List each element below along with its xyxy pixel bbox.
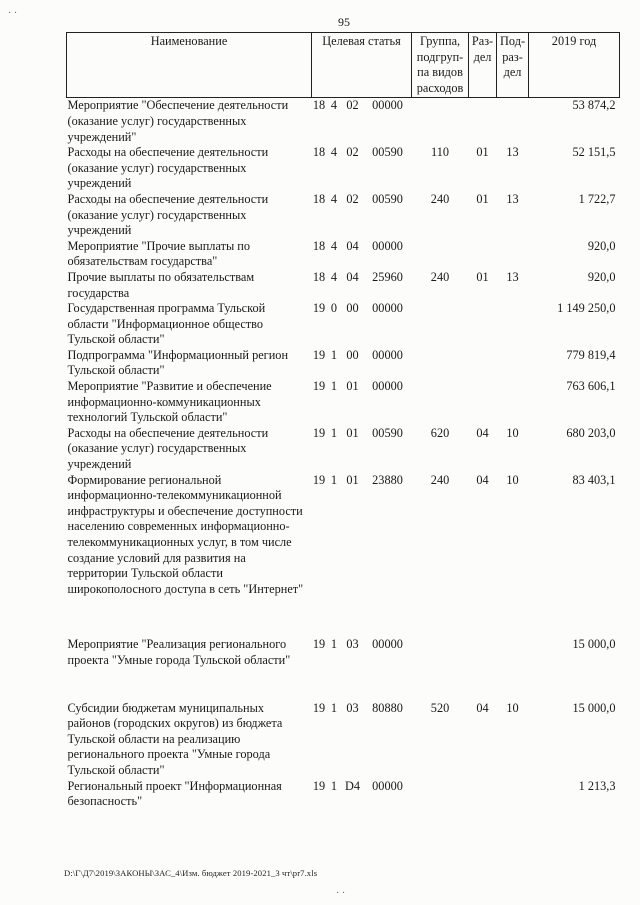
row-main-event-code: 04	[346, 238, 359, 253]
row-name: Мероприятие "Обеспечение деятельности (оказание услуг) государственных учреждений"	[67, 98, 289, 144]
table-row	[67, 637, 620, 668]
row-subsection	[497, 239, 529, 270]
row-subsection	[497, 637, 529, 668]
row-main-event-code: 03	[346, 637, 359, 652]
row-main-event-code: 04	[346, 269, 359, 284]
row-subsection: 13	[506, 191, 519, 206]
row-direction-code: 00000	[372, 238, 403, 253]
row-amount-2019: 920,0	[587, 238, 616, 253]
row-name: Прочие выплаты по обязательствам государства	[67, 269, 255, 300]
row-amount-2019: 15 000,0	[572, 637, 616, 652]
row-subprogram-code: 4	[330, 238, 338, 253]
row-amount-2019: 680 203,0	[566, 425, 616, 440]
footer-file-path: D:\Г\Д7\2019\ЗАКОНЫ\ЗАС_4\Изм. бюджет 2019-2021_3 чт\pr7.xls	[64, 868, 318, 878]
row-program-code: 19	[312, 472, 326, 487]
row-program-code: 18	[312, 145, 326, 160]
row-expense-group: 240	[430, 269, 450, 284]
row-direction-code: 00000	[372, 301, 403, 316]
header-section: Раз-дел	[469, 33, 497, 98]
row-subprogram-code: 4	[330, 191, 338, 206]
table-row	[67, 379, 620, 426]
row-section	[469, 637, 497, 668]
header-group: Группа, подгруп-па видов расходов	[412, 33, 469, 98]
row-name: Государственная программа Тульской области "Информационное общество Тульской области"	[67, 301, 266, 347]
row-program-code: 19	[312, 700, 326, 715]
row-subsection	[497, 98, 529, 145]
row-main-event-code: 01	[346, 379, 359, 394]
row-program-code: 19	[312, 347, 326, 362]
header-year: 2019 год	[529, 33, 620, 98]
table-row	[67, 701, 620, 779]
row-section: 04	[476, 700, 489, 715]
budget-table	[66, 32, 620, 810]
row-program-code: 18	[312, 191, 326, 206]
row-direction-code: 80880	[372, 700, 403, 715]
table-row	[67, 301, 620, 348]
row-name: Субсидии бюджетам муниципальных районов (городских округов) из бюджета Тульской области на реализацию регионального проекта "Умные города Тульской области"	[67, 700, 283, 777]
row-name: Подпрограмма "Информационный регион Тульской области"	[67, 347, 289, 378]
row-main-event-code: 03	[346, 700, 359, 715]
row-expense-group	[412, 348, 469, 379]
row-expense-group	[412, 301, 469, 348]
table-row	[67, 239, 620, 270]
row-expense-group: 240	[430, 191, 450, 206]
row-expense-group: 240	[430, 472, 450, 487]
header-target-article: Целевая статья	[312, 33, 412, 98]
row-expense-group: 520	[430, 700, 450, 715]
row-main-event-code: 02	[346, 191, 359, 206]
row-expense-group: 620	[430, 425, 450, 440]
row-direction-code: 00000	[372, 379, 403, 394]
row-section: 04	[476, 472, 489, 487]
row-name: Мероприятие "Реализация регионального проекта "Умные города Тульской области"	[67, 637, 291, 667]
row-section: 01	[476, 191, 489, 206]
row-program-code: 18	[312, 238, 326, 253]
table-row	[67, 98, 620, 145]
row-program-code: 19	[312, 778, 326, 793]
row-direction-code: 00590	[372, 191, 403, 206]
row-expense-group	[412, 637, 469, 668]
row-name: Расходы на обеспечение деятельности (оказание услуг) государственных учреждений	[67, 425, 269, 472]
row-subprogram-code: 1	[330, 700, 338, 715]
row-name: Расходы на обеспечение деятельности (оказание услуг) государственных учреждений	[67, 145, 269, 191]
row-subsection	[497, 379, 529, 426]
row-subsection: 10	[506, 472, 519, 487]
row-program-code: 19	[312, 637, 326, 652]
row-amount-2019: 15 000,0	[572, 700, 616, 715]
row-program-code: 18	[312, 269, 326, 284]
row-spacer	[67, 597, 620, 637]
row-name: Формирование региональной информационно-телекоммуникационной инфраструктуры и обеспечение доступности населению современных информационно-телекоммуникационных услуг, в том числе создание условий для развития на территории Тульской области широкополосного доступа в сеть "Интернет"	[67, 472, 304, 596]
row-subprogram-code: 1	[330, 637, 338, 652]
row-expense-group	[412, 98, 469, 145]
row-subprogram-code: 1	[330, 425, 338, 440]
spacer-cell	[67, 597, 620, 637]
row-program-code: 19	[312, 425, 326, 440]
row-name: Мероприятие "Развитие и обеспечение информационно-коммуникационных технологий Тульской области"	[67, 379, 272, 425]
table-row	[67, 348, 620, 379]
row-direction-code: 00000	[372, 637, 403, 652]
row-amount-2019: 1 213,3	[578, 778, 616, 793]
row-direction-code: 00000	[372, 778, 403, 793]
row-section	[469, 779, 497, 810]
row-section	[469, 301, 497, 348]
row-program-code: 19	[312, 379, 326, 394]
row-section: 04	[476, 425, 489, 440]
row-name: Мероприятие "Прочие выплаты по обязательствам государства"	[67, 238, 251, 269]
row-subprogram-code: 4	[330, 98, 338, 113]
spacer-cell	[67, 669, 620, 701]
row-subprogram-code: 0	[330, 301, 338, 316]
row-subsection: 10	[506, 425, 519, 440]
scan-mark: · ·	[336, 888, 346, 899]
scan-mark: · ·	[8, 8, 18, 19]
row-name: Региональный проект "Информационная безопасность"	[67, 778, 282, 809]
table-row	[67, 270, 620, 301]
row-direction-code: 00000	[372, 98, 403, 113]
table-row	[67, 473, 620, 598]
row-main-event-code: 01	[346, 425, 359, 440]
header-name: Наименование	[67, 33, 312, 98]
row-amount-2019: 779 819,4	[566, 347, 616, 362]
row-subsection	[497, 779, 529, 810]
row-direction-code: 25960	[372, 269, 403, 284]
row-main-event-code: 02	[346, 98, 359, 113]
row-subprogram-code: 4	[330, 269, 338, 284]
page-number: 95	[338, 15, 350, 29]
row-amount-2019: 763 606,1	[566, 379, 616, 394]
row-subsection: 13	[506, 269, 519, 284]
row-subprogram-code: 1	[330, 778, 338, 793]
row-expense-group: 110	[431, 145, 450, 160]
row-section: 01	[476, 145, 489, 160]
header-subsection: Под-раз-дел	[497, 33, 529, 98]
row-direction-code: 23880	[372, 472, 403, 487]
row-expense-group	[412, 779, 469, 810]
row-section	[469, 239, 497, 270]
row-subsection	[497, 348, 529, 379]
row-amount-2019: 1 722,7	[578, 191, 616, 206]
row-subprogram-code: 4	[330, 145, 338, 160]
row-main-event-code: 00	[346, 301, 359, 316]
row-subprogram-code: 1	[330, 379, 338, 394]
table-header-row	[67, 33, 620, 98]
row-amount-2019: 53 874,2	[572, 98, 616, 113]
row-section	[469, 379, 497, 426]
row-amount-2019: 83 403,1	[572, 472, 616, 487]
row-name: Расходы на обеспечение деятельности (оказание услуг) государственных учреждений	[67, 191, 269, 238]
row-section: 01	[476, 269, 489, 284]
row-subsection: 13	[506, 145, 519, 160]
row-direction-code: 00000	[372, 347, 403, 362]
row-section	[469, 98, 497, 145]
row-program-code: 18	[312, 98, 326, 113]
row-subsection	[497, 301, 529, 348]
table-row	[67, 426, 620, 473]
row-direction-code: 00590	[372, 145, 403, 160]
row-main-event-code: 02	[346, 145, 359, 160]
table-row	[67, 145, 620, 192]
row-subprogram-code: 1	[330, 347, 338, 362]
row-main-event-code: D4	[344, 778, 361, 793]
row-direction-code: 00590	[372, 425, 403, 440]
row-section	[469, 348, 497, 379]
table-row	[67, 779, 620, 810]
row-amount-2019: 1 149 250,0	[557, 301, 616, 316]
row-main-event-code: 00	[346, 347, 359, 362]
row-subprogram-code: 1	[330, 472, 338, 487]
row-expense-group	[412, 379, 469, 426]
row-program-code: 19	[312, 301, 326, 316]
row-main-event-code: 01	[346, 472, 359, 487]
row-amount-2019: 52 151,5	[572, 145, 616, 160]
row-expense-group	[412, 239, 469, 270]
table-row	[67, 192, 620, 239]
row-spacer	[67, 669, 620, 701]
row-amount-2019: 920,0	[587, 269, 616, 284]
row-subsection: 10	[506, 700, 519, 715]
